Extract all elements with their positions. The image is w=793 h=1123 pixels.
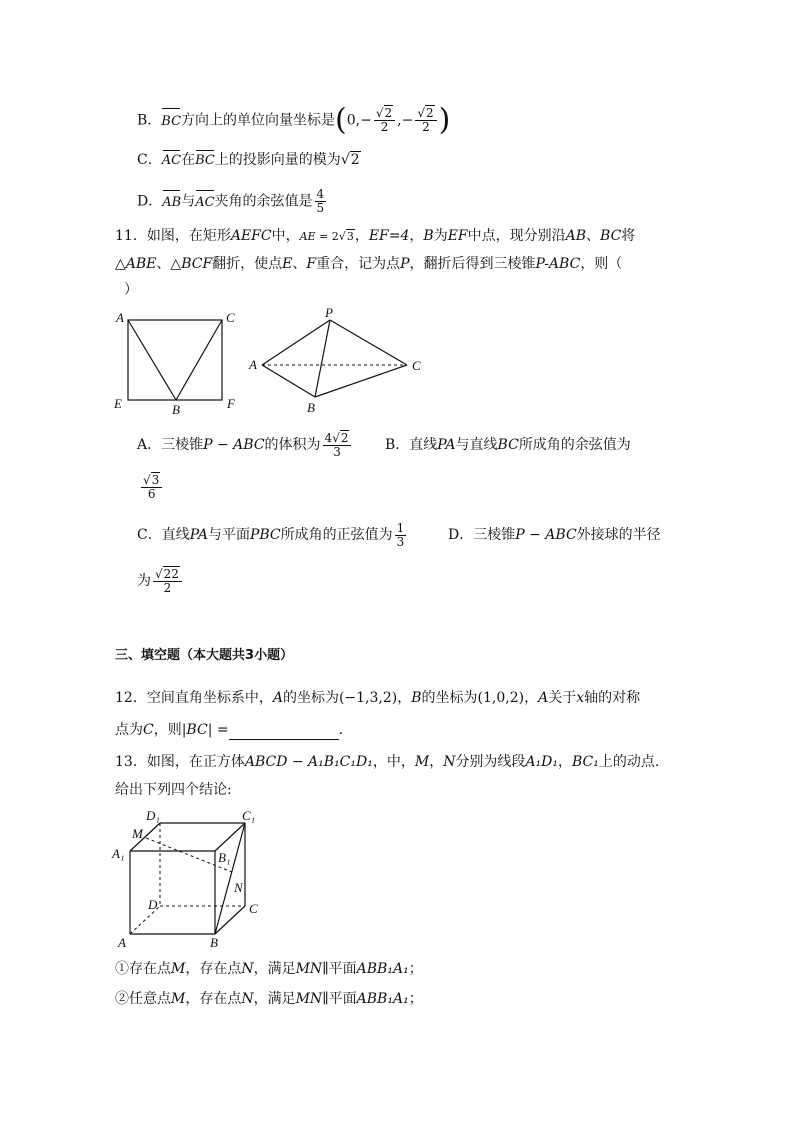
radicand: 3 xyxy=(346,230,354,243)
label-a: A xyxy=(118,935,126,950)
fraction xyxy=(395,522,407,549)
text: 的坐标为 xyxy=(282,690,339,706)
fraction: $\frac{√3}{6}$ xyxy=(141,474,162,501)
math: P − ABC xyxy=(515,527,577,543)
q11-option-b-value xyxy=(139,474,164,501)
option-text: 所成角的正弦值为 xyxy=(280,527,393,543)
option-letter: B． xyxy=(137,112,162,129)
q10-option-b xyxy=(137,102,451,138)
numerator: 1 xyxy=(396,520,405,535)
label-n: N xyxy=(234,880,243,895)
label-a: A xyxy=(116,310,124,325)
option-text: 所成角的余弦值为 xyxy=(518,437,631,453)
text: 中点，现分别沿 xyxy=(467,228,566,244)
math: M xyxy=(171,961,186,977)
label-e: E xyxy=(114,396,122,411)
text: 将 xyxy=(621,228,636,244)
math: ABB₁A₁ xyxy=(356,961,409,977)
math: PBC xyxy=(249,527,281,543)
vector-ab: AB xyxy=(162,191,181,215)
option-text: 为 xyxy=(137,573,151,589)
q11-option-b xyxy=(385,435,631,455)
text: 13．如图，在正方体 xyxy=(115,754,245,770)
fraction: $\frac{4√2}{3}$ xyxy=(323,432,352,459)
text: 、 xyxy=(292,256,307,272)
circled-number: ② xyxy=(115,991,129,1007)
text: △ xyxy=(115,256,126,272)
text: 的坐标为 xyxy=(421,690,478,706)
text: . xyxy=(338,722,344,738)
q13-line1 xyxy=(115,752,659,772)
text: ，中， xyxy=(372,754,415,770)
text: 、△ xyxy=(156,256,182,272)
coord-zero: 0, xyxy=(346,112,361,129)
math: N xyxy=(241,961,254,977)
math: P − ABC xyxy=(203,437,265,453)
radicand: 2 xyxy=(340,430,349,445)
denominator: 5 xyxy=(316,201,325,215)
text: = xyxy=(212,722,229,738)
text: ， xyxy=(409,228,424,244)
q10-option-c: C．AC在BC上的投影向量的模为√2 xyxy=(137,150,361,171)
text: ； xyxy=(408,991,423,1007)
radicand: 2 xyxy=(384,106,393,120)
q11-option-d-value xyxy=(137,566,184,596)
math: AEFC xyxy=(230,228,272,244)
math: BC₁ xyxy=(572,754,599,770)
q11-option-a xyxy=(137,430,353,460)
option-letter: D． xyxy=(137,193,163,210)
radicand: 2 xyxy=(350,152,360,168)
q12-line1 xyxy=(115,688,640,708)
option-text: 与直线 xyxy=(455,437,498,453)
text: ，翻折后得到三棱锥 xyxy=(409,256,536,272)
option-text: 方向上的单位向量坐标是 xyxy=(181,112,336,129)
q13-conclusion-1 xyxy=(115,959,423,979)
q11-stem-line1: 11．如图，在矩形AEFC中，AE = 2√3，EF=4，B为EF中点，现分别沿AB、BC将 xyxy=(115,228,636,244)
option-letter: C． xyxy=(137,152,162,168)
text: 存在点 xyxy=(129,961,171,977)
text: 上的动点. xyxy=(598,754,660,770)
text: ，存在点 xyxy=(185,991,242,1007)
text: ） xyxy=(124,282,138,298)
label-c1: C₁ xyxy=(242,808,256,823)
math: N xyxy=(241,991,254,1007)
q12-line2 xyxy=(115,720,343,740)
math: BCF xyxy=(181,256,213,272)
section-heading xyxy=(115,646,293,666)
math: |BC| xyxy=(181,722,213,738)
label-d: D xyxy=(148,897,158,912)
numerator: 4 xyxy=(316,187,325,201)
math: N xyxy=(443,754,456,770)
vector-bc: BC xyxy=(195,151,215,171)
text: ， xyxy=(429,754,444,770)
q11-stem-line3 xyxy=(124,280,138,300)
left-paren: ( xyxy=(335,102,347,138)
text: 点为 xyxy=(115,722,143,738)
q11-option-d xyxy=(448,525,661,545)
math: MN xyxy=(295,961,323,977)
answer-blank[interactable] xyxy=(229,725,339,740)
denominator: 2 xyxy=(422,120,430,134)
math: A₁D₁ xyxy=(525,754,558,770)
section-title-tail: 小题） xyxy=(254,648,294,663)
text: 11．如图，在矩形 xyxy=(115,228,231,244)
q13-conclusion-2 xyxy=(115,989,423,1009)
text: 中， xyxy=(271,228,300,244)
text: ，存在点 xyxy=(185,961,242,977)
math: = 2 xyxy=(315,230,339,243)
option-text: A．三棱锥 xyxy=(137,437,204,453)
fraction: $\frac{√2}{2}$ xyxy=(374,107,395,134)
vector-bc: BC xyxy=(161,109,181,135)
text: ， xyxy=(397,690,412,706)
text: 重合，记为点 xyxy=(316,256,401,272)
math: M xyxy=(414,754,430,770)
coord-b: (1,0,2) xyxy=(477,690,525,706)
math: x xyxy=(576,690,585,706)
radicand: 2 xyxy=(426,106,434,120)
text: ， xyxy=(354,228,369,244)
text: ，满足 xyxy=(253,991,296,1007)
denominator: 6 xyxy=(147,487,156,501)
label-m: M xyxy=(132,826,143,841)
math: AB xyxy=(565,228,587,244)
math: ABE xyxy=(125,256,157,272)
q11-stem-line2 xyxy=(115,254,622,274)
math: C xyxy=(143,722,154,738)
text: ，满足 xyxy=(253,961,296,977)
fraction xyxy=(315,188,327,215)
comma: , xyxy=(397,112,402,129)
option-text: 在 xyxy=(181,152,196,168)
vector-ac: AC xyxy=(195,191,214,215)
text: 翻折，使点 xyxy=(212,256,283,272)
q11-option-c xyxy=(137,520,408,550)
option-text: 上的投影向量的模为 xyxy=(214,152,341,168)
math: P xyxy=(400,256,410,272)
math: P-ABC xyxy=(535,256,581,272)
figure-rectangle xyxy=(110,308,250,418)
label-a: A xyxy=(249,357,257,372)
label-p: P xyxy=(325,305,333,320)
fraction: $\frac{√2}{2}$ xyxy=(415,107,436,134)
q10-option-d xyxy=(137,188,328,215)
label-b: B xyxy=(307,400,315,415)
denominator: 3 xyxy=(396,534,405,549)
text: ， xyxy=(524,690,539,706)
text: 轴的对称 xyxy=(584,690,641,706)
text: 分别为线段 xyxy=(455,754,526,770)
vector-ac: AC xyxy=(162,151,181,171)
math: M xyxy=(171,991,186,1007)
math: BC xyxy=(600,228,622,244)
label-a1: A₁ xyxy=(112,846,125,861)
denominator: 3 xyxy=(333,444,341,459)
option-text: B．直线 xyxy=(385,437,438,453)
math: EF=4 xyxy=(368,228,410,244)
math: PA xyxy=(189,527,208,543)
radicand: 22 xyxy=(163,566,179,581)
option-text: D．三棱锥 xyxy=(448,527,516,543)
text: ， xyxy=(558,754,572,770)
text: ，则（ xyxy=(580,256,623,272)
option-text: 的体积为 xyxy=(264,437,321,453)
math: ABB₁A₁ xyxy=(356,991,409,1007)
math: EF xyxy=(447,228,468,244)
section-title: 三、填空题（本大题共 xyxy=(115,648,246,663)
option-text: C．直线 xyxy=(137,527,190,543)
math: B xyxy=(423,228,434,244)
text: ； xyxy=(408,961,423,977)
fraction: $\frac{√22}{2}$ xyxy=(153,568,182,595)
text: ∥平面 xyxy=(322,991,357,1007)
math: A xyxy=(272,690,283,706)
coord-a: (−1,3,2) xyxy=(338,690,398,706)
circled-number: ① xyxy=(115,961,129,977)
math: AE xyxy=(299,230,316,243)
text: 关于 xyxy=(548,690,577,706)
label-b: B xyxy=(172,402,180,417)
label-b: B xyxy=(210,935,218,950)
text: ，则 xyxy=(153,722,182,738)
option-text: 外接球的半径 xyxy=(576,527,661,543)
numerator-coef: 4 xyxy=(324,430,333,445)
denominator: 2 xyxy=(163,580,172,595)
math: PA xyxy=(437,437,456,453)
label-d1: D₁ xyxy=(146,808,160,823)
denominator: 2 xyxy=(380,120,389,134)
math: F xyxy=(306,256,317,272)
section-count: 3 xyxy=(245,648,255,663)
text: 给出下列四个结论: xyxy=(115,782,232,798)
figure-tetrahedron xyxy=(245,305,435,415)
math: ABCD − A₁B₁C₁D₁ xyxy=(244,754,373,770)
text: ∥平面 xyxy=(322,961,357,977)
figure-cube xyxy=(110,806,270,952)
q13-line2 xyxy=(115,780,232,800)
label-c: C xyxy=(412,358,421,373)
right-paren: ) xyxy=(438,102,451,138)
option-text: 与 xyxy=(181,193,196,210)
radicand: 3 xyxy=(151,473,160,487)
math: B xyxy=(411,690,422,706)
minus-sign: − xyxy=(401,112,414,129)
label-f: F xyxy=(227,396,235,411)
option-text: 与平面 xyxy=(207,527,250,543)
math: E xyxy=(282,256,293,272)
math: A xyxy=(538,690,549,706)
text: 12．空间直角坐标系中， xyxy=(115,690,273,706)
text: 为 xyxy=(433,228,448,244)
text: 任意点 xyxy=(129,991,171,1007)
math: BC xyxy=(497,437,519,453)
label-c: C xyxy=(226,310,235,325)
label-c: C xyxy=(249,901,258,916)
option-text: 夹角的余弦值是 xyxy=(214,193,313,210)
minus-sign: − xyxy=(360,112,372,129)
label-b1: B₁ xyxy=(218,850,231,865)
math: MN xyxy=(295,991,323,1007)
text: 、 xyxy=(586,228,601,244)
